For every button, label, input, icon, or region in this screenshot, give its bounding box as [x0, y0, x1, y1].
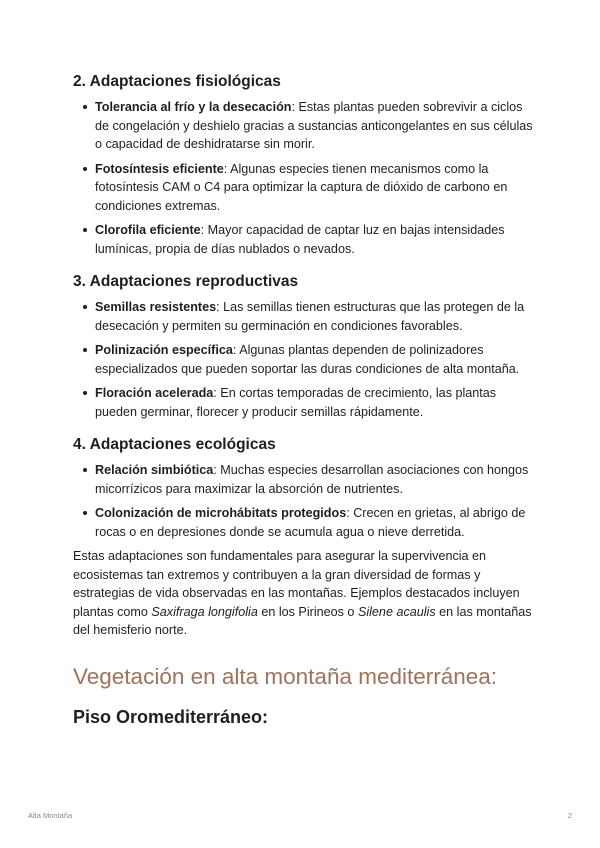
- list-item: [73, 221, 533, 258]
- list-item: [73, 461, 533, 498]
- item-term: Relación simbiótica: [95, 463, 214, 477]
- item-term: Polinización específica: [95, 343, 233, 357]
- species-name: Saxifraga longifolia: [151, 604, 258, 619]
- item-term: Colonización de microhábitats protegidos: [95, 506, 347, 520]
- item-term: Semillas resistentes: [95, 300, 217, 314]
- list-item: [73, 98, 533, 154]
- item-term: Tolerancia al frío y la desecación: [95, 100, 292, 114]
- item-text: : Las semillas tienen estructuras que las protegen de la desecación y permiten su germinación en condiciones favorables.: [95, 300, 525, 333]
- footer-title: Alta Montaña: [28, 811, 73, 820]
- list-item: [73, 298, 533, 335]
- subsection-title: Piso Oromediterráneo:: [73, 706, 269, 727]
- section-reproductive: [73, 272, 533, 421]
- section-title: Vegetación en alta montaña mediterránea:: [73, 663, 498, 689]
- summary-text: Estas adaptaciones son fundamentales para asegurar la supervivencia en ecosistemas tan extremos y contribuyen a la gran diversidad de formas y estrategias de vida observadas en las montañas. Ejemplos destacados incluyen plantas como: [73, 549, 520, 619]
- item-text: : Muchas especies desarrollan asociaciones con hongos micorrízicos para maximizar la absorción de nutrientes.: [95, 463, 529, 496]
- item-text: : Crecen en grietas, al abrigo de rocas o en depresiones donde se acumula agua o nieve derretida.: [95, 506, 526, 539]
- list-item: [73, 341, 533, 378]
- section-heading: 3. Adaptaciones reproductivas: [73, 273, 299, 290]
- section-heading: 4. Adaptaciones ecológicas: [73, 436, 276, 453]
- item-text: : En cortas temporadas de crecimiento, las plantas pueden germinar, florecer y producir semillas rápidamente.: [95, 386, 497, 419]
- bullet-list: [73, 298, 533, 421]
- item-term: Floración acelerada: [95, 386, 214, 400]
- page-content: [73, 72, 533, 729]
- item-text: : Algunas plantas dependen de polinizadores especializados que pueden soportar las duras condiciones de alta montaña.: [95, 343, 520, 376]
- page-number: 2: [567, 811, 572, 820]
- item-text: : Mayor capacidad de captar luz en bajas intensidades lumínicas, propia de días nublados o nevados.: [95, 223, 505, 256]
- list-item: [73, 504, 533, 541]
- list-item: [73, 384, 533, 421]
- bullet-list: [73, 461, 533, 541]
- summary-paragraph: [73, 547, 533, 640]
- summary-text: en los Pirineos o: [257, 604, 358, 619]
- species-name: Silene acaulis: [357, 604, 436, 619]
- item-term: Clorofila eficiente: [95, 223, 201, 237]
- bullet-list: [73, 98, 533, 258]
- item-text: : Algunas especies tienen mecanismos como la fotosíntesis CAM o C4 para optimizar la captura de dióxido de carbono en condiciones extremas.: [95, 161, 508, 213]
- item-term: Fotosíntesis eficiente: [95, 161, 224, 176]
- section-ecological: [73, 435, 533, 541]
- section-physiological: [73, 72, 533, 258]
- item-text: : Estas plantas pueden sobrevivir a ciclos de congelación y deshielo gracias a sustancias anticongelantes en sus células o capacidad de deshidratarse sin morir.: [95, 100, 533, 151]
- list-item: [73, 160, 533, 216]
- summary-text: en las montañas del hemisferio norte.: [73, 604, 532, 637]
- section-heading: 2. Adaptaciones fisiológicas: [73, 73, 281, 90]
